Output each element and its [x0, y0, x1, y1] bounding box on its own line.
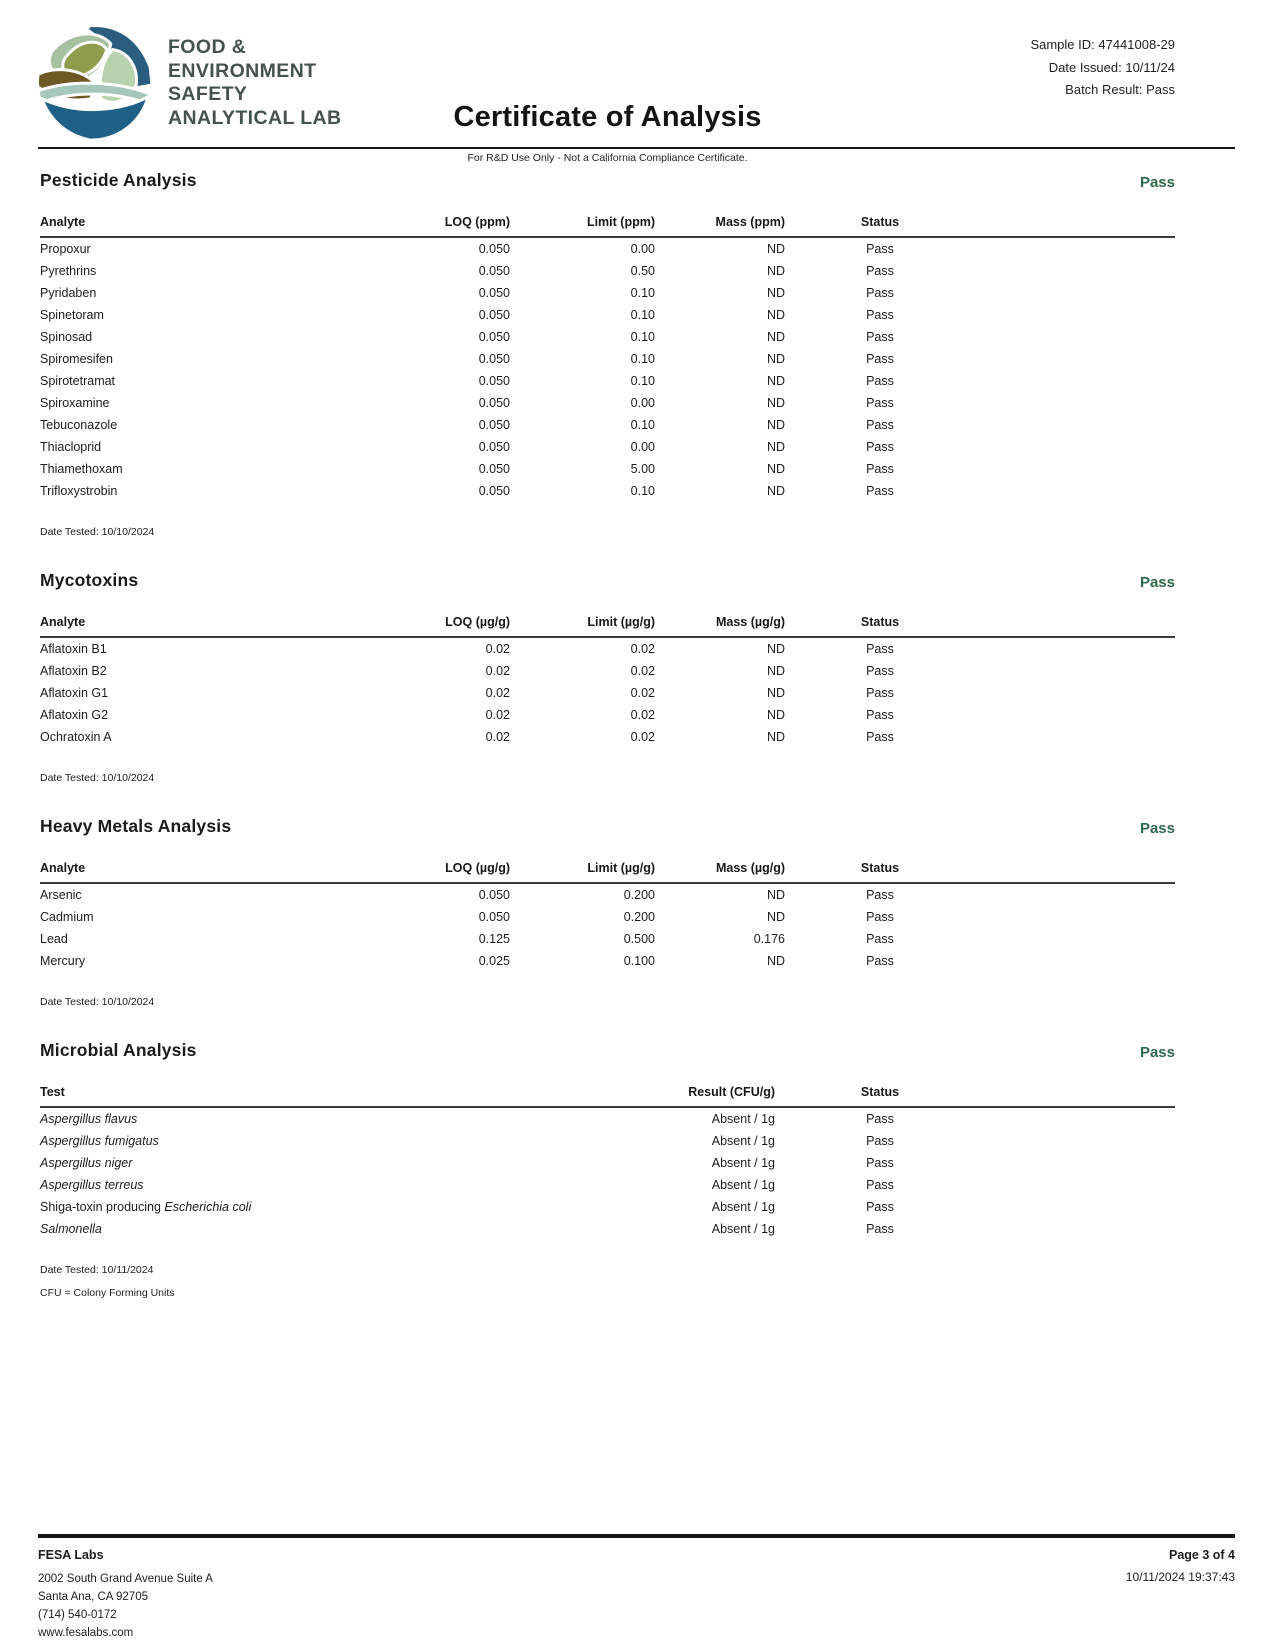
test-status: Pass [866, 1134, 894, 1148]
table-row: Spiromesifen 0.050 0.10 ND Pass [40, 352, 894, 366]
print-timestamp: 10/11/2024 19:37:43 [1125, 1570, 1235, 1584]
microbial-table [40, 1085, 1175, 1240]
table-row: Thiacloprid 0.050 0.00 ND Pass [40, 440, 894, 454]
column-header: Analyte [40, 861, 420, 883]
column-header: Result (CFU/g) [540, 1085, 785, 1107]
test-status: Pass [866, 1200, 894, 1214]
column-header: Analyte [40, 215, 420, 237]
section-heading: Mycotoxins [40, 570, 139, 590]
lab-name-line: FOOD & [168, 36, 247, 58]
section-heavy-metals [40, 816, 1175, 1008]
report-body [0, 170, 1275, 1299]
table-row: Pyrethrins 0.050 0.50 ND Pass [40, 264, 894, 278]
heavy-metals-table [40, 861, 1175, 972]
document-header [0, 0, 1275, 170]
column-header: Status [785, 615, 975, 637]
table-row: Lead 0.125 0.500 0.176 Pass [40, 932, 894, 946]
table-row [40, 1152, 1175, 1174]
table-row: Spiroxamine 0.050 0.00 ND Pass [40, 396, 894, 410]
column-header: Mass (µg/g) [655, 861, 785, 883]
test-name: Aspergillus flavus [40, 1112, 138, 1126]
table-row: Aflatoxin G2 0.02 0.02 ND Pass [40, 708, 894, 722]
table-row: Spirotetramat 0.050 0.10 ND Pass [40, 374, 894, 388]
column-header: Mass (µg/g) [655, 615, 785, 637]
table-row: Mercury 0.025 0.100 ND Pass [40, 954, 894, 968]
test-status: Pass [866, 1222, 894, 1236]
table-row: Tebuconazole 0.050 0.10 ND Pass [40, 418, 894, 432]
test-result: Absent / 1g [711, 1134, 775, 1148]
table-row: Aflatoxin B2 0.02 0.02 ND Pass [40, 664, 894, 678]
page-footer [38, 1534, 1235, 1642]
table-row: Pyridaben 0.050 0.10 ND Pass [40, 286, 894, 300]
table-row: Spinetoram 0.050 0.10 ND Pass [40, 308, 894, 322]
header-divider [38, 147, 1235, 149]
section-mycotoxins [40, 570, 1175, 784]
table-header-row [40, 215, 1175, 237]
column-header: Status [785, 861, 975, 883]
table-row [40, 1196, 1175, 1218]
table-row: Thiamethoxam 0.050 5.00 ND Pass [40, 462, 894, 476]
test-status: Pass [866, 1112, 894, 1126]
sample-meta [1030, 34, 1175, 102]
table-row [40, 1218, 1175, 1240]
table-row: Propoxur 0.050 0.00 ND Pass [40, 242, 894, 256]
test-result: Absent / 1g [711, 1200, 775, 1214]
column-header: Test [40, 1085, 540, 1107]
lab-name-line: SAFETY [168, 83, 248, 105]
table-row [40, 1130, 1175, 1152]
table-header-row [40, 861, 1175, 883]
test-name: Aspergillus fumigatus [40, 1134, 159, 1148]
date-tested: Date Tested: 10/11/2024 [40, 1264, 154, 1276]
lab-name-line: ANALYTICAL LAB [168, 106, 342, 129]
table-row: Arsenic 0.050 0.200 ND Pass [40, 888, 894, 902]
test-name: Aspergillus niger [40, 1156, 133, 1170]
test-result: Absent / 1g [711, 1178, 775, 1192]
footer-website: www.fesalabs.com [38, 1627, 134, 1639]
test-name: Salmonella [40, 1222, 102, 1236]
table-row: Spinosad 0.050 0.10 ND Pass [40, 330, 894, 344]
batch-result: Batch Result: Pass [1065, 82, 1175, 97]
column-header: LOQ (µg/g) [420, 861, 510, 883]
column-header: Limit (µg/g) [510, 861, 655, 883]
page-title: Certificate of Analysis [453, 101, 762, 133]
sample-id: Sample ID: 47441008-29 [1030, 37, 1175, 52]
column-header: Status [785, 1085, 975, 1107]
test-status: Pass [866, 1178, 894, 1192]
footer-address-line: Santa Ana, CA 92705 [38, 1591, 148, 1603]
compliance-subtitle: For R&D Use Only - Not a California Compliance Certificate. [467, 152, 748, 164]
table-row: Ochratoxin A 0.02 0.02 ND Pass [40, 730, 894, 744]
test-status: Pass [866, 1156, 894, 1170]
column-header: Status [785, 215, 975, 237]
section-status-badge: Pass [1139, 1044, 1175, 1061]
date-tested: Date Tested: 10/10/2024 [40, 526, 155, 538]
column-header: Mass (ppm) [655, 215, 785, 237]
page-number: Page 3 of 4 [1169, 1548, 1235, 1562]
footer-lab-name: FESA Labs [38, 1548, 104, 1562]
test-name: Shiga-toxin producing Escherichia coli [40, 1200, 252, 1214]
date-tested: Date Tested: 10/10/2024 [40, 772, 155, 784]
mycotoxins-table [40, 615, 1175, 748]
pesticide-table [40, 215, 1175, 502]
column-header: LOQ (µg/g) [420, 615, 510, 637]
date-tested: Date Tested: 10/10/2024 [40, 996, 155, 1008]
section-microbial-analysis [40, 1040, 1175, 1299]
column-header: Limit (µg/g) [510, 615, 655, 637]
footer-page-info [1126, 1548, 1235, 1584]
table-row [40, 1174, 1175, 1196]
footer-address-line: (714) 540-0172 [38, 1609, 117, 1621]
section-status-badge: Pass [1139, 174, 1175, 191]
lab-name-line: ENVIRONMENT [168, 59, 317, 82]
table-row: Aflatoxin B1 0.02 0.02 ND Pass [40, 642, 894, 656]
section-heading: Microbial Analysis [40, 1040, 197, 1060]
table-header-row [40, 1085, 1175, 1107]
table-row: Aflatoxin G1 0.02 0.02 ND Pass [40, 686, 894, 700]
footer-lab-info [38, 1548, 213, 1642]
section-heading: Pesticide Analysis [40, 170, 197, 190]
table-header-row [40, 615, 1175, 637]
test-result: Absent / 1g [711, 1112, 775, 1126]
cfu-note: CFU = Colony Forming Units [40, 1287, 175, 1299]
table-row [40, 1107, 1175, 1130]
date-issued: Date Issued: 10/11/24 [1048, 59, 1175, 75]
test-result: Absent / 1g [711, 1222, 775, 1236]
section-status-badge: Pass [1139, 820, 1175, 837]
table-row: Cadmium 0.050 0.200 ND Pass [40, 910, 894, 924]
footer-address-line: 2002 South Grand Avenue Suite A [38, 1573, 213, 1585]
column-header: Limit (ppm) [510, 215, 655, 237]
column-header: Analyte [40, 615, 420, 637]
footer-address [38, 1570, 213, 1642]
section-heading: Heavy Metals Analysis [40, 816, 232, 836]
test-result: Absent / 1g [711, 1156, 775, 1170]
table-row: Trifloxystrobin 0.050 0.10 ND Pass [40, 484, 894, 498]
section-pesticide-analysis [40, 170, 1175, 538]
section-status-badge: Pass [1139, 574, 1175, 591]
column-header: LOQ (ppm) [420, 215, 510, 237]
test-name: Aspergillus terreus [40, 1178, 144, 1192]
